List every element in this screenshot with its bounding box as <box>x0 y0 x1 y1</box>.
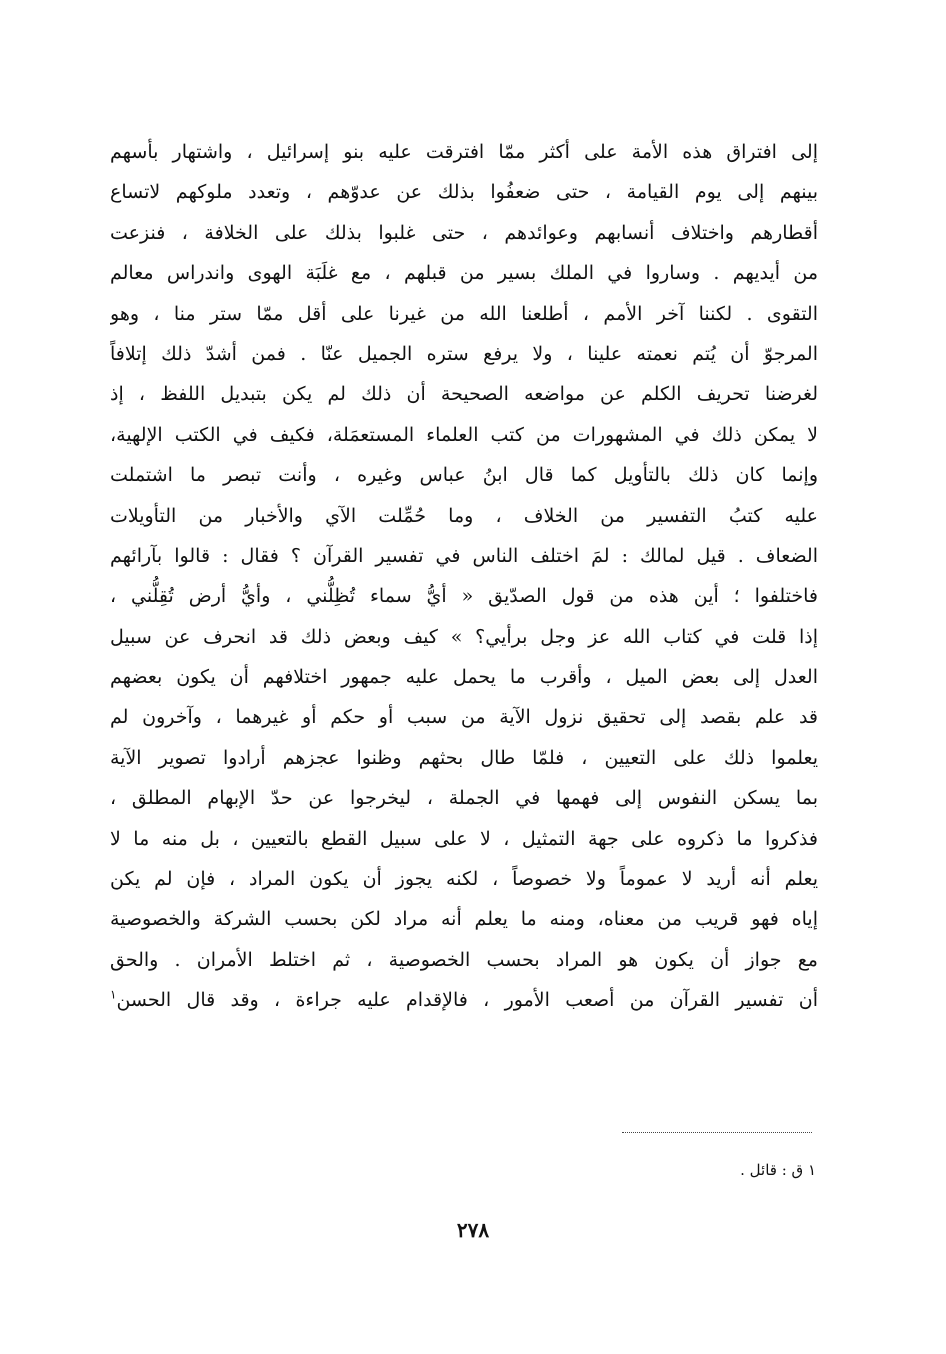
text-line: الضعاف . قيل لمالك : لمَ اختلف الناس في تفسير القرآن ؟ فقال : قالوا بآرائهم <box>110 544 818 567</box>
text-line: بينهم إلى يوم القيامة ، حتى ضعفُوا بذلك عن عدوّهم ، وتعدد ملوكهم لاتساع <box>110 181 818 204</box>
text-line: مع جواز أن يكون هو المراد بحسب الخصوصية ، ثم اختلط الأمران . والحق <box>110 948 818 971</box>
text-line: إياه فهو قريب من معناه، ومنه ما يعلم أنه مراد لكن بحسب الشركة والخصوصية <box>110 908 818 931</box>
text-line: لغرضنا تحريف الكلم عن مواضعه الصحيحة أن ذلك لم يكن بتبديل اللفظ ، إذ <box>110 383 818 406</box>
last-line-text: أن تفسير القرآن من أصعب الأمور ، فالإقدام عليه جراءة ، وقد قال الحسن <box>116 989 818 1012</box>
text-line: قد علم بقصد إلى تحقيق نزول الآية من سبب أو حكم أو غيرهما ، وآخرون لم <box>110 706 818 729</box>
text-line: أقطارهم واختلاف أنسابهم وعوائدهم ، حتى غلبوا بذلك على الخلافة ، فنزعت <box>110 221 818 244</box>
text-line: فذكروا ما ذكروه على جهة التمثيل ، لا على سبيل القطع بالتعيين ، بل منه ما لا <box>110 827 818 850</box>
footnote-marker: ١ <box>110 987 117 1002</box>
text-line-last <box>110 980 818 1020</box>
text-line: وإنما كان ذلك بالتأويل كما قال ابنُ عباس وغيره ، وأنت تبصر ما اشتملت <box>110 464 818 487</box>
page-number: ٢٧٨ <box>456 1218 490 1242</box>
text-line: إلى افتراق هذه الأمة على أكثر ممّا افترقت عليه بنو إسرائيل ، واشتهار بأسهم <box>110 141 818 163</box>
text-line: بما يسكن النفوس إلى فهمها في الجملة ، ليخرجوا عن حدّ الإبهام المطلق ، <box>110 787 818 810</box>
text-line: العدل إلى بعض الميل ، وأقرب ما يحمل عليه جمهور اختلافهم أن يكون بعضهم <box>110 666 818 689</box>
text-line: المرجوّ أن يُتم نعمته علينا ، ولا يرفع ستره الجميل عنّا . فمن أشدّ ذلك إتلافاً <box>110 342 818 365</box>
text-line: عليه كتبُ التفسير من الخلاف ، وما حُمِّلت الآي والأخبار من التأويلات <box>110 504 818 527</box>
text-line: إذا قلت في كتاب الله عز وجل برأيي؟ » كيف وبعض ذلك قد انحرف عن سبيل <box>110 625 818 648</box>
text-line: التقوى . لكننا آخر الأمم ، أطلعنا الله من غيرنا على أقل ممّا ستر منا ، وهو <box>110 302 818 325</box>
text-line: فاختلفوا ؛ أين هذه من قول الصدّيق « أيُّ سماء تُظِلُّني ، وأيُّ أرض تُقِلُّني ، <box>110 585 818 608</box>
footnote-separator <box>622 1132 812 1133</box>
text-line: يعلموا ذلك على التعيين ، فلمّا طال بحثهم وظنوا عجزهم أرادوا تصوير الآية <box>110 746 818 769</box>
text-line: من أيديهم . وساروا في الملك بسير من قبلهم ، مع غلَبَة الهوى واندراس معالم <box>110 262 818 285</box>
text-line: لا يمكن ذلك في المشهورات من كتب العلماء المستعمَلة، فكيف في الكتب الإلهية، <box>110 423 818 446</box>
footnote: ١ ق : قائل . <box>740 1161 816 1179</box>
text-line: يعلم أنه أريد لا عموماً ولا خصوصاً ، لكنه يجوز أن يكون المراد ، فإن لم يكن <box>110 868 818 891</box>
main-text-block <box>110 132 818 1021</box>
